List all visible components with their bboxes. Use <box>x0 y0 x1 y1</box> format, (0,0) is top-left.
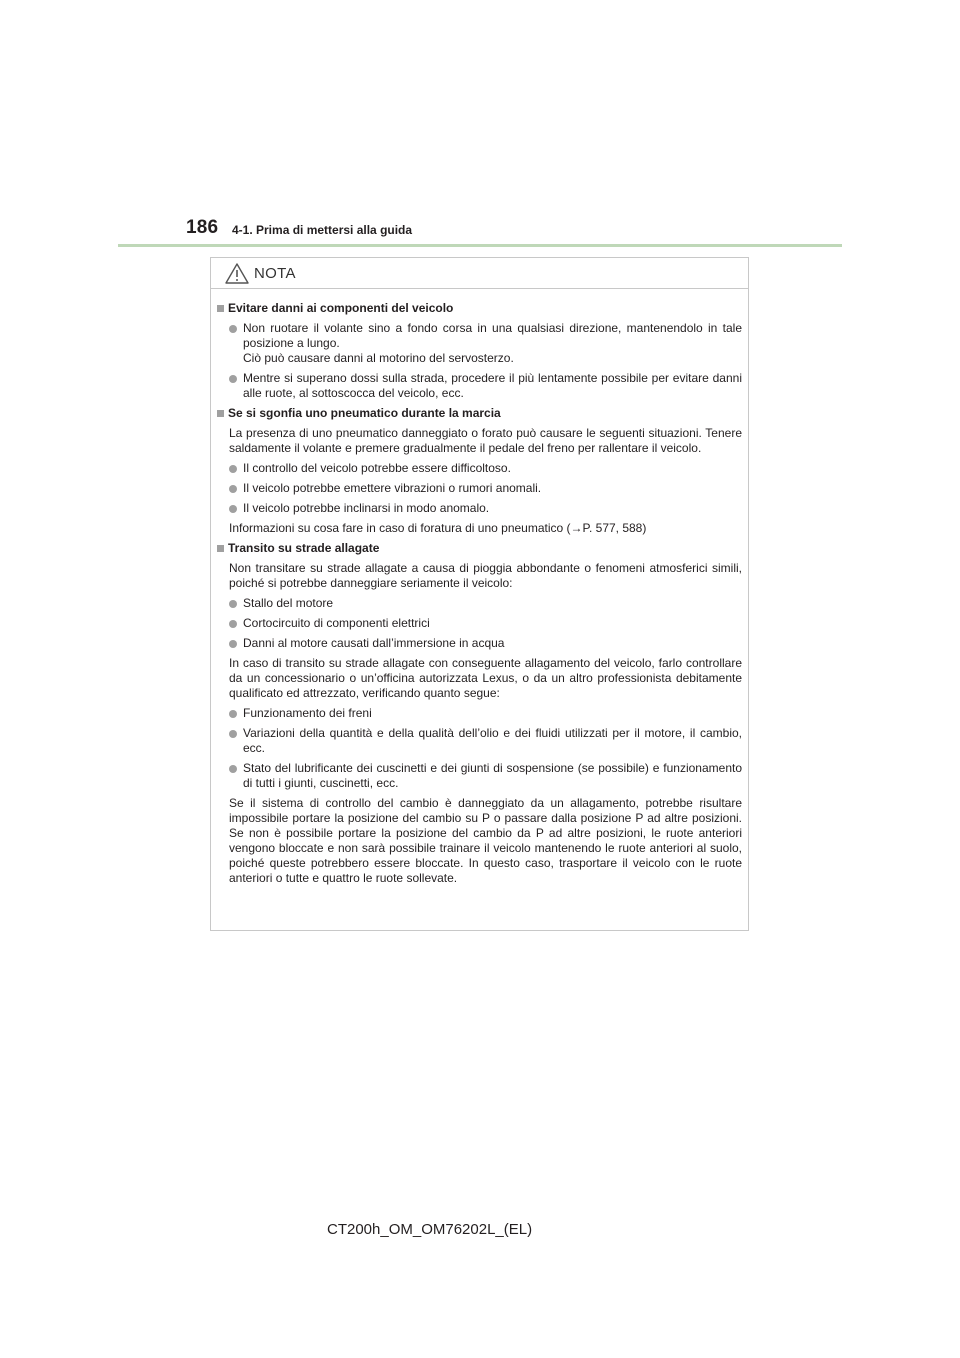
item-text: Variazioni della quantità e della qualità dell’olio e dei fluidi utilizzati per il motore, il cambio, ecc. <box>243 726 742 755</box>
bullet-item <box>216 461 742 476</box>
paragraph <box>216 426 742 456</box>
item-text: Il controllo del veicolo potrebbe essere difficoltoso. <box>243 461 511 475</box>
section-heading: Evitare danni ai componenti del veicolo <box>216 301 742 316</box>
item-text: Funzionamento dei freni <box>243 706 372 720</box>
notice-body <box>211 289 748 886</box>
page-number: 186 <box>186 217 219 238</box>
section-heading: Transito su strade allagate <box>216 541 742 556</box>
item-text: Il veicolo potrebbe emettere vibrazioni o rumori anomali. <box>243 481 542 495</box>
bullet-item <box>216 726 742 756</box>
paragraph <box>216 521 742 536</box>
notice-header <box>211 258 748 289</box>
item-text: Cortocircuito di componenti elettrici <box>243 616 430 630</box>
section-title: 4-1. Prima di mettersi alla guida <box>232 223 413 237</box>
warning-triangle-icon <box>225 263 249 284</box>
item-text: Stallo del motore <box>243 596 334 610</box>
notice-box <box>210 257 749 931</box>
item-text: Non transitare su strade allagate a causa di pioggia abbondante o fenomeni atmosferici simili, poiché si potrebbe danneggiare seriamente il veicolo: <box>229 561 742 590</box>
bullet-item <box>216 321 742 366</box>
item-text: Mentre si superano dossi sulla strada, procedere il più lentamente possibile per evitare danni alle ruote, al sottoscocca del veicolo, ecc. <box>243 371 742 400</box>
item-text: La presenza di uno pneumatico danneggiato o forato può causare le seguenti situazioni. Tenere saldamente il volante e premere gradualmente il pedale del freno per rallentare il veicolo. <box>229 426 742 455</box>
item-text: Danni al motore causati dall’immersione in acqua <box>243 636 505 650</box>
bullet-item <box>216 761 742 791</box>
bullet-item <box>216 616 742 631</box>
bullet-item <box>216 501 742 516</box>
section-heading: Se si sgonfia uno pneumatico durante la marcia <box>216 406 742 421</box>
bullet-item <box>216 371 742 401</box>
item-text: Il veicolo potrebbe inclinarsi in modo anomalo. <box>243 501 490 515</box>
paragraph <box>216 796 742 886</box>
header-rule <box>118 244 842 247</box>
bullet-item <box>216 481 742 496</box>
bullet-item <box>216 636 742 651</box>
item-text: Stato del lubrificante dei cuscinetti e dei giunti di sospensione (se possibile) e funzionamento di tutti i giunti, cuscinetti, ecc. <box>243 761 742 790</box>
item-text: Non ruotare il volante sino a fondo corsa in una qualsiasi direzione, mantenendolo in tale posizione a lungo. <box>243 321 742 350</box>
notice-title: NOTA <box>254 265 296 282</box>
manual-code: CT200h_OM_OM76202L_(EL) <box>327 1221 533 1238</box>
item-text: Informazioni su cosa fare in caso di foratura di uno pneumatico (→P. 577, 588) <box>229 521 647 535</box>
paragraph <box>216 561 742 591</box>
paragraph <box>216 656 742 701</box>
item-text: In caso di transito su strade allagate con conseguente allagamento del veicolo, farlo controllare da un concessionario o un’officina autorizzata Lexus, o da un altro professionista debitamente qualificato ed attrezzato, verificando quanto segue: <box>229 656 742 700</box>
item-text-line2: Ciò può causare danni al motorino del servosterzo. <box>243 351 514 365</box>
bullet-item <box>216 596 742 611</box>
bullet-item <box>216 706 742 721</box>
item-text: Se il sistema di controllo del cambio è danneggiato da un allagamento, potrebbe risultare impossibile portare la posizione del cambio su P o passare dalla posizione P ad altre posizioni. Se non è possibile portare la posizione del cambio da P ad altre posizioni, le ruote anteriori vengono bloccate e non sarà possibile trainare il veicolo mantenendo le ruote anteriori al suolo, poiché queste potrebbero essere bloccate. In questo caso, trasportare il veicolo con le ruote anteriori o tutte e quattro le ruote sollevate. <box>229 796 742 885</box>
